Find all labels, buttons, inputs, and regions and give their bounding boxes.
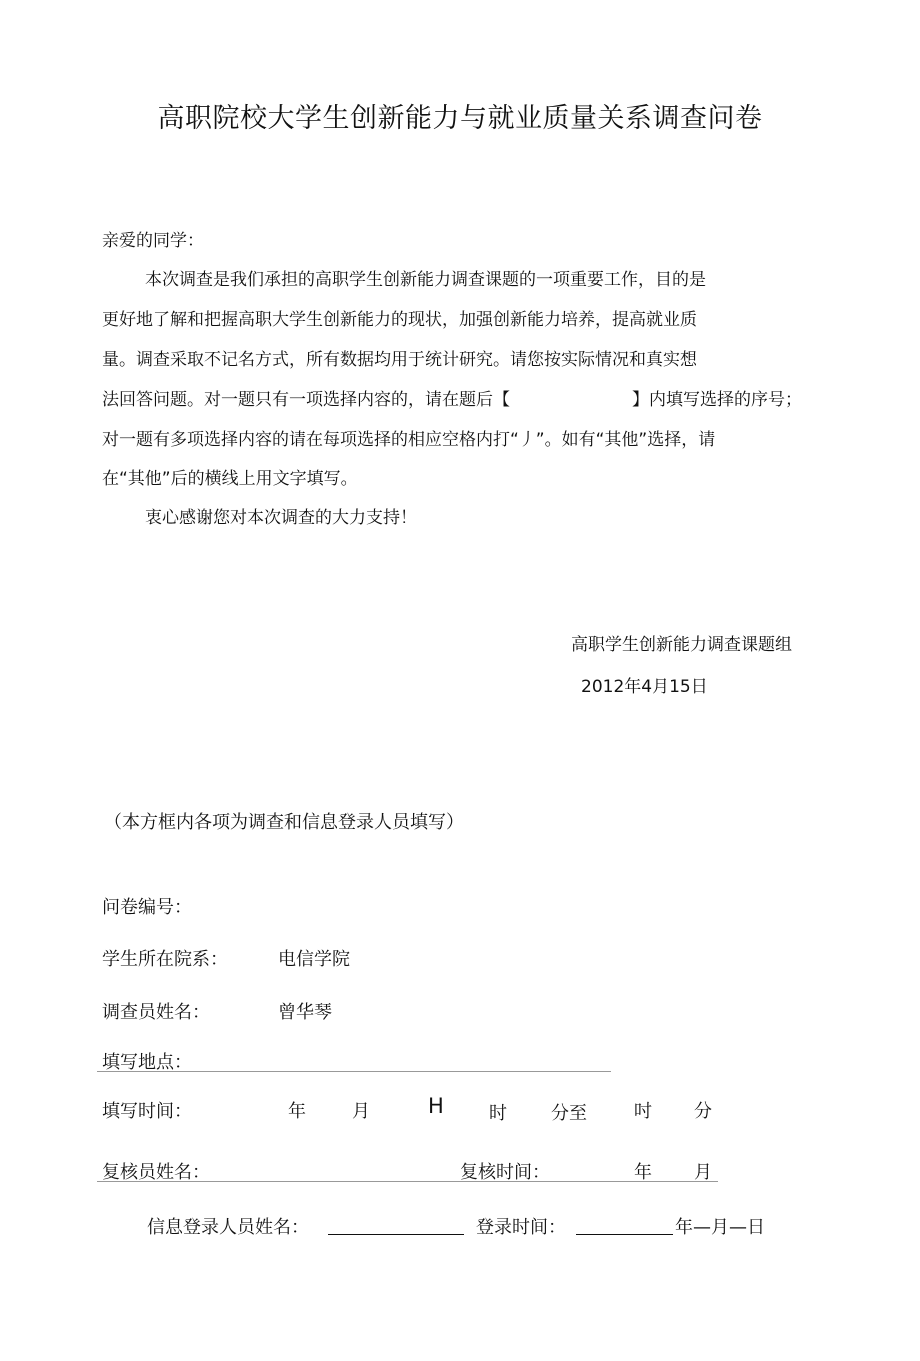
entry-date-suffix: 年—月—日 [675, 1217, 765, 1238]
time-month: 月 [352, 1101, 370, 1122]
intro-line-3: 量。调查采取不记名方式，所有数据均用于统计研究。请您按实际情况和真实想 [102, 350, 697, 370]
intro-line-4b: 】内填写选择的序号； [632, 390, 802, 410]
location-line [97, 1071, 611, 1072]
entry-time-label: 登录时间： [476, 1217, 566, 1238]
greeting: 亲爱的同学： [102, 231, 204, 251]
signature: 高职学生创新能力调查课题组 [571, 635, 792, 655]
reviewer-label: 复核员姓名： [102, 1162, 210, 1183]
time-minute-to: 分至 [551, 1103, 587, 1124]
investigator-label: 调查员姓名： [102, 1002, 210, 1023]
intro-line-2: 更好地了解和把握高职大学生创新能力的现状，加强创新能力培养，提高就业质 [102, 310, 697, 330]
time-day: H [428, 1094, 444, 1118]
investigator-value: 曾华琴 [278, 1002, 332, 1023]
entry-name-underline [328, 1216, 464, 1239]
time-hour-end: 吋 [634, 1101, 652, 1122]
entry-time-underline [576, 1216, 673, 1239]
review-month: 月 [694, 1162, 712, 1183]
admin-note: （本方框内各项为调查和信息登录人员填写） [104, 812, 464, 833]
reviewer-line [97, 1181, 718, 1182]
thanks-text: 衷心感谢您对本次调查的大力支持！ [145, 508, 417, 528]
time-hour: 时 [489, 1103, 507, 1124]
intro-line-5: 对一题有多项选择内容的请在每项选择的相应空格内打“丿”。如有“其他”选择，请 [102, 430, 716, 450]
intro-line-4a: 法回答问题。对一题只有一项选择内容的，请在题后【 [102, 390, 510, 410]
date: 2012年4月15日 [581, 677, 708, 697]
entry-name-label: 信息登录人员姓名： [147, 1217, 309, 1238]
time-year: 年 [288, 1101, 306, 1122]
review-time-label: 复核时间： [460, 1162, 550, 1183]
time-minute-end: 分 [694, 1101, 712, 1122]
department-label: 学生所在院系： [102, 949, 228, 970]
page-title: 高职院校大学生创新能力与就业质量关系调查问卷 [157, 103, 763, 134]
review-year: 年 [634, 1162, 652, 1183]
location-label: 填写地点： [102, 1052, 192, 1073]
time-label: 填写时间： [102, 1101, 192, 1122]
intro-line-1: 本次调查是我们承担的高职学生创新能力调查课题的一项重要工作，目的是 [145, 270, 706, 290]
intro-line-6: 在“其他”后的横线上用文字填写。 [102, 469, 358, 489]
department-value: 电信学院 [278, 949, 350, 970]
questionnaire-no-label: 问卷编号： [102, 897, 192, 918]
